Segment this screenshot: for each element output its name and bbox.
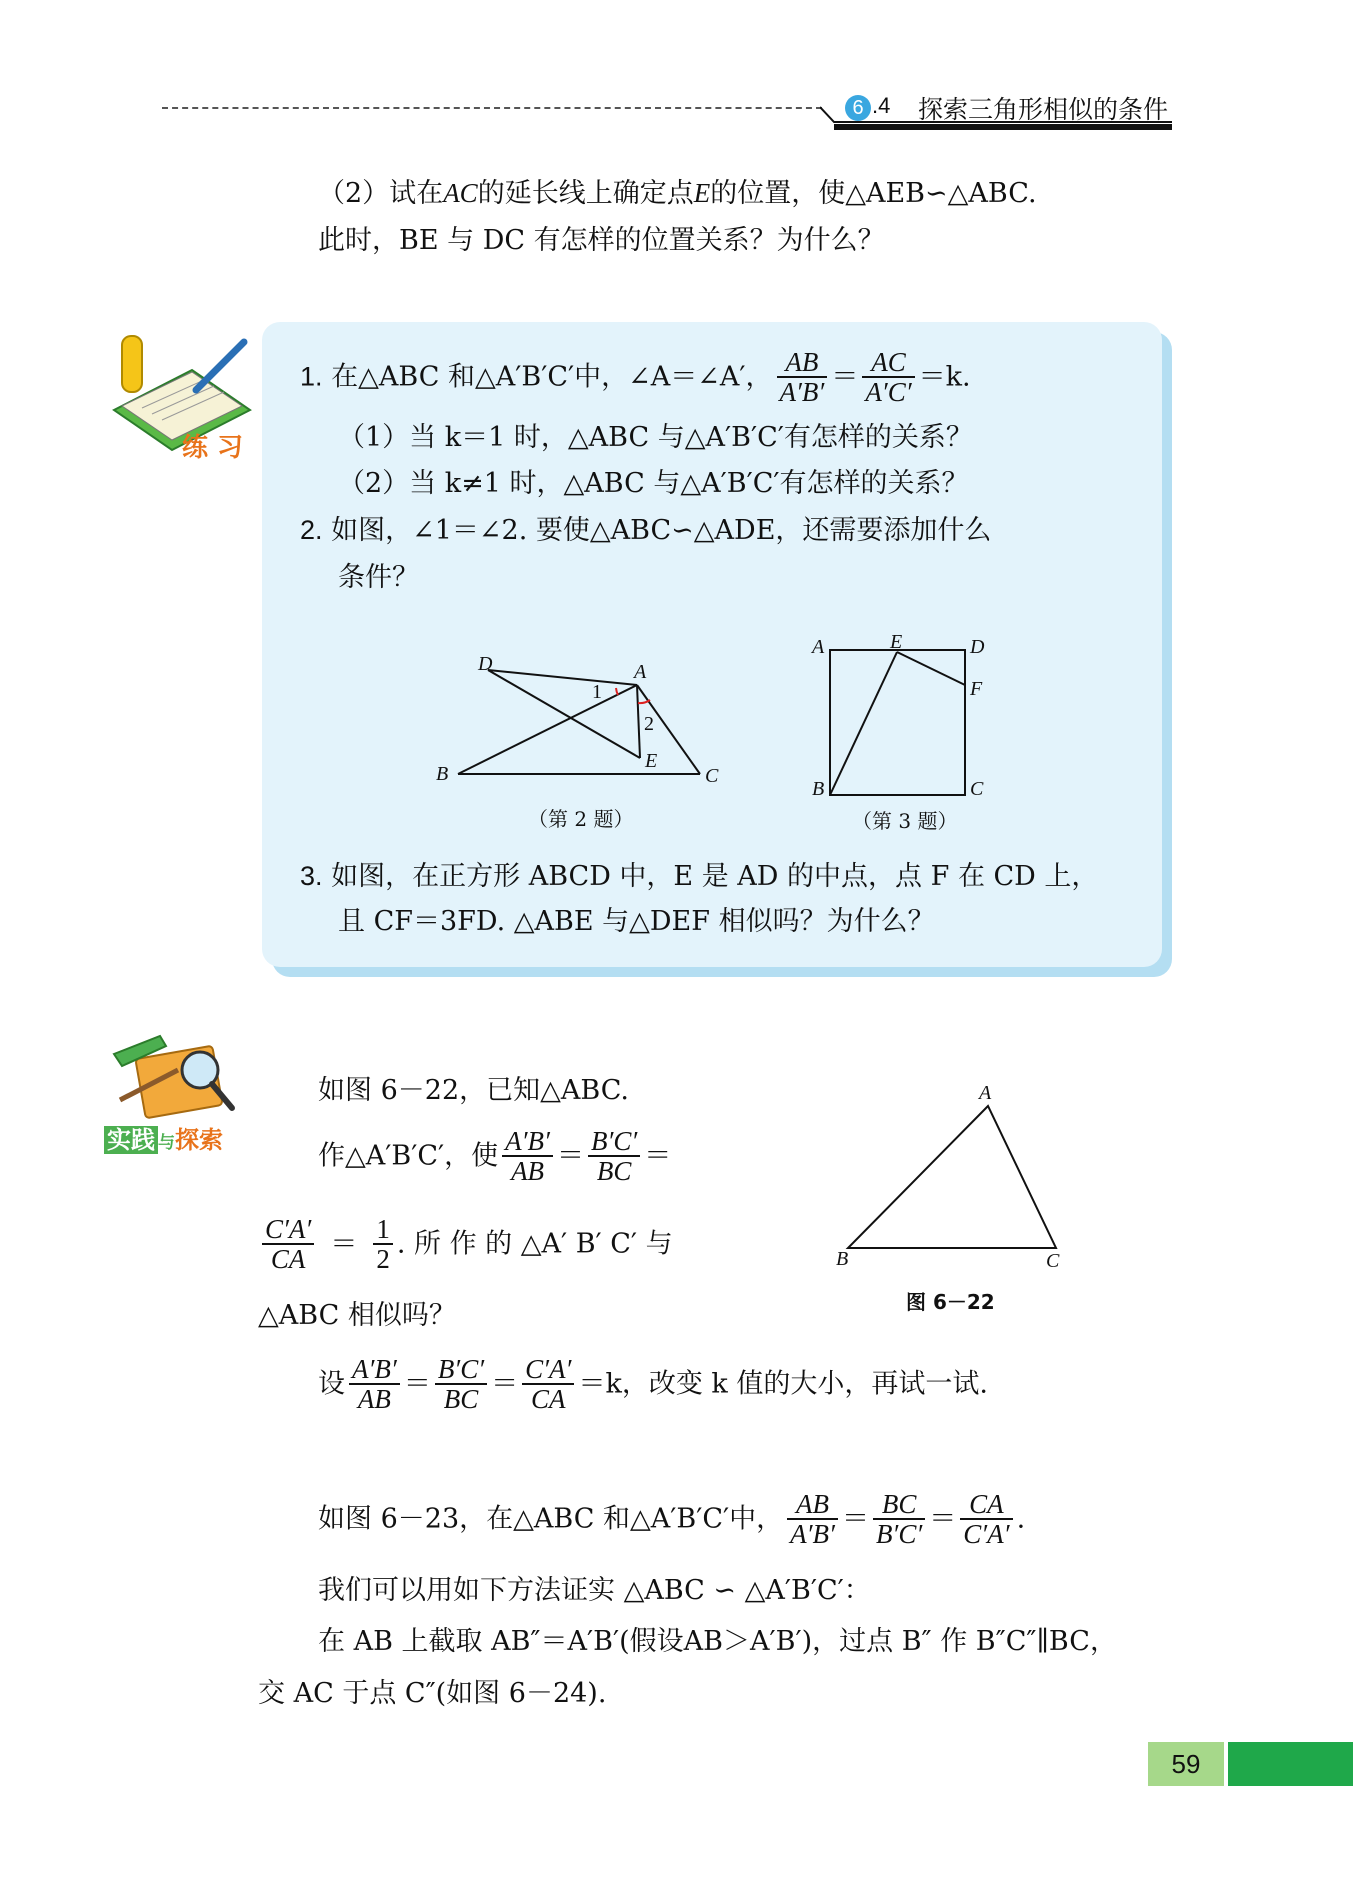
chapter-number: 6 (852, 97, 864, 119)
fig3-label-B: B (812, 778, 825, 800)
practice-q2-line-2: 条件？ (338, 562, 419, 593)
fig2-label-B: B (436, 763, 449, 785)
fig2-label-C: C (705, 765, 719, 787)
top-problem-line-2: 此时，BE 与 DC 有怎样的位置关系？为什么？ (318, 225, 885, 256)
proof-fraction-ca: $\frac{CA}{C'A'}$ (960, 1490, 1012, 1550)
explore-label-explore: 探索 (175, 1126, 223, 1154)
practice-q1-sub1: （1）当 k＝1 时，△ABC 与△A′B′C′有怎样的关系？ (338, 422, 973, 453)
fig2-label-D: D (478, 653, 493, 675)
proof-p1: 如图 6－23，在△ABC 和△A′B′C′中， $\frac{AB}{A'B'}$ ＝ $\frac{BC}{B'C'}$ ＝ $\frac{CA}{C'A'}$ . (318, 1489, 1026, 1550)
section-suffix: .4 (872, 93, 891, 118)
page-number: 59 (1171, 1749, 1201, 1779)
explore-p4: △ABC 相似吗？ (258, 1300, 456, 1331)
explore-fraction-k1: $\frac{A'B'}{AB}$ (349, 1355, 400, 1415)
explore-label (104, 1120, 223, 1155)
explore-tools-icon (100, 1030, 250, 1130)
top-problem-line-1: （2）试在AC的延长线上确定点E的位置，使△AEB∽△ABC. (318, 178, 1037, 209)
practice-q2-line-1: 2. 如图，∠1＝∠2. 要使△ABC∽△ADE，还需要添加什么 (300, 515, 992, 546)
fig2-label-A: A (634, 661, 647, 683)
fig2-label-2: 2 (644, 713, 654, 735)
fig3-caption: （第 3 题） (852, 809, 958, 833)
q1-fraction-ab: $\frac{AB}{A'B'}$ (777, 348, 828, 408)
practice-q1-sub2: （2）当 k≠1 时，△ABC 与△A′B′C′有怎样的关系？ (338, 468, 969, 499)
footer-green-bar (1228, 1742, 1353, 1786)
fig3-label-A: A (812, 636, 825, 658)
proof-fraction-ab: $\frac{AB}{A'B'}$ (787, 1490, 838, 1550)
explore-p2: 作△A′B′C′，使 $\frac{A'B'}{AB}$ ＝ $\frac{B'C'}{BC}$ ＝ (318, 1126, 672, 1187)
practice-q3-line-2: 且 CF＝3FD. △ABE 与△DEF 相似吗？为什么？ (338, 906, 935, 937)
fig22-label-B: B (836, 1248, 849, 1270)
section-title: 探索三角形相似的条件 (918, 95, 1169, 124)
fig3-label-F: F (970, 678, 983, 700)
fig22-label-A: A (979, 1082, 992, 1104)
proof-p4: 交 AC 于点 C″(如图 6－24). (258, 1678, 607, 1709)
explore-fraction-half: $\frac{1}{2}$ (373, 1215, 393, 1275)
practice-label: 练 习 (182, 433, 244, 463)
fig2-caption: （第 2 题） (528, 807, 634, 831)
q1-fraction-ac: $\frac{AC}{A'C'}$ (862, 348, 914, 408)
explore-fraction-k3: $\frac{C'A'}{CA}$ (522, 1355, 574, 1415)
fig3-label-D: D (970, 636, 985, 658)
explore-p5: 设 $\frac{A'B'}{AB}$ ＝ $\frac{B'C'}{BC}$ ＝ $\frac{C'A'}{CA}$ ＝k，改变 k 值的大小，再试一试. (318, 1354, 988, 1415)
header-dashed-rule (162, 107, 822, 109)
practice-q3-line-1: 3. 如图，在正方形 ABCD 中，E 是 AD 的中点，点 F 在 CD 上， (300, 861, 1099, 892)
explore-fraction-k2: $\frac{B'C'}{BC}$ (435, 1355, 487, 1415)
fig22-label-C: C (1046, 1250, 1060, 1272)
explore-p3: $\frac{C'A'}{CA}$ ＝ $\frac{1}{2}$ . 所 作 的 △A′ B′ C′ 与 (258, 1215, 673, 1275)
explore-p1: 如图 6－22，已知△ABC. (318, 1075, 630, 1106)
figure-q2-diagram (430, 640, 730, 790)
fig3-label-E: E (890, 631, 903, 653)
fig22-caption: 图 6－22 (906, 1290, 995, 1314)
figure-q3-square (820, 640, 983, 800)
proof-p2: 我们可以用如下方法证实 △ABC ∽ △A′B′C′： (318, 1575, 871, 1606)
fig2-label-1: 1 (592, 681, 602, 703)
practice-q1: 1. 在△ABC 和△A′B′C′中，∠A＝∠A′， $\frac{AB}{A'B'}$ ＝ $\frac{AC}{A'C'}$ ＝k. (300, 347, 971, 408)
chapter-number-badge (845, 95, 871, 121)
fig3-label-C: C (970, 778, 984, 800)
explore-label-and: 与 (158, 1133, 175, 1153)
explore-label-practice: 实践 (104, 1126, 158, 1154)
explore-fraction-c1: $\frac{C'A'}{CA}$ (262, 1215, 314, 1275)
footer-page-number-box (1148, 1742, 1224, 1786)
explore-fraction-a1: $\frac{A'B'}{AB}$ (502, 1127, 553, 1187)
figure-6-22-triangle (840, 1100, 1070, 1260)
explore-fraction-b1: $\frac{B'C'}{BC}$ (588, 1127, 640, 1187)
proof-p3: 在 AB 上截取 AB″＝A′B′(假设AB＞A′B′)，过点 B″ 作 B″C″∥BC， (318, 1626, 1117, 1657)
proof-fraction-bc: $\frac{BC}{B'C'}$ (873, 1490, 925, 1550)
fig2-label-E: E (645, 750, 658, 772)
